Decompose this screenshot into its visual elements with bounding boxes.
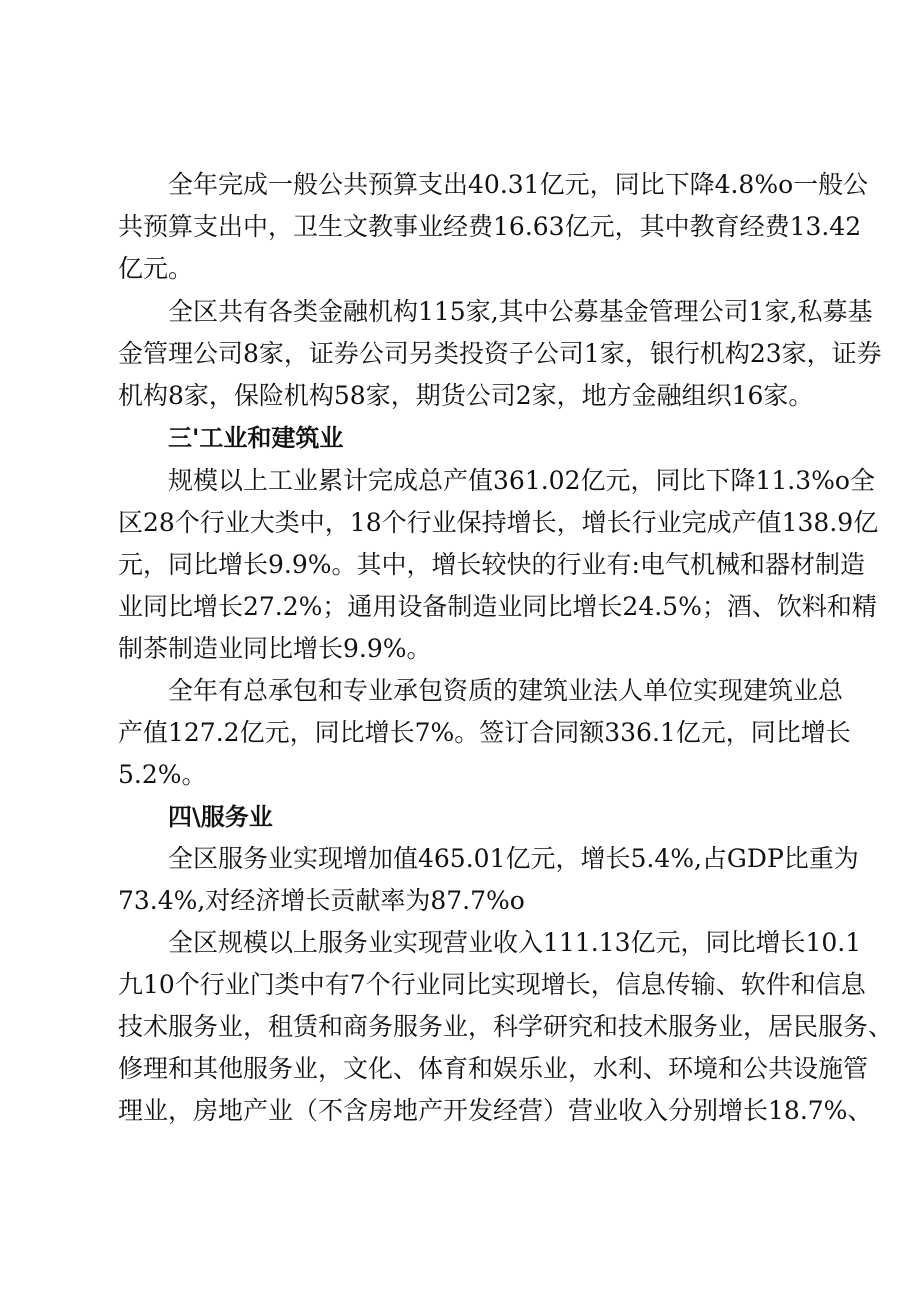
section-heading-services: 四\服务业 [168,803,273,831]
paragraph-industry-line-5: 制茶制造业同比增长9.9%。 [118,634,432,663]
paragraph-construction-line-2: 产值127.2亿元，同比增长7%。签订合同额336.1亿元，同比增长 [118,718,851,747]
paragraph-industry-line-3: 元，同比增长9.9%。其中，增长较快的行业有:电气机械和器材制造 [118,550,865,579]
paragraph-finance-line-1: 全区共有各类金融机构115家,其中公募基金管理公司1家,私募基 [168,297,873,326]
paragraph-industry-line-1: 规模以上工业累计完成总产值361.02亿元，同比下降11.3%o全 [168,466,875,495]
paragraph-services-revenue-line-3: 技术服务业，租赁和商务服务业，科学研究和技术服务业，居民服务、 [118,1012,894,1041]
paragraph-finance-line-2: 金管理公司8家，证券公司另类投资子公司1家，银行机构23家，证券 [118,339,882,368]
paragraph-budget-line-3: 亿元。 [118,254,194,283]
paragraph-budget-line-2: 共预算支出中，卫生文教事业经费16.63亿元，其中教育经费13.42 [118,212,862,241]
paragraph-budget-line-1: 全年完成一般公共预算支出40.31亿元，同比下降4.8%o一般公 [168,170,869,199]
paragraph-construction-line-1: 全年有总承包和专业承包资质的建筑业法人单位实现建筑业总 [168,676,844,705]
paragraph-services-revenue-line-2: 九10个行业门类中有7个行业同比实现增长，信息传输、软件和信息 [118,970,866,999]
paragraph-industry-line-4: 业同比增长27.2%；通用设备制造业同比增长24.5%；酒、饮料和精 [118,592,877,621]
paragraph-industry-line-2: 区28个行业大类中，18个行业保持增长，增长行业完成产值138.9亿 [118,508,879,537]
section-heading-industry: 三'工业和建筑业 [168,424,344,452]
paragraph-services-revenue-line-5: 理业，房地产业（不含房地产开发经营）营业收入分别增长18.7%、 [118,1096,873,1125]
paragraph-finance-line-3: 机构8家，保险机构58家，期货公司2家，地方金融组织16家。 [118,381,814,410]
paragraph-construction-line-3: 5.2%。 [118,760,207,789]
paragraph-services-line-2: 73.4%,对经济增长贡献率为87.7%o [118,886,525,915]
paragraph-services-revenue-line-4: 修理和其他服务业，文化、体育和娱乐业，水利、环境和公共设施管 [118,1054,869,1083]
paragraph-services-line-1: 全区服务业实现增加值465.01亿元，增长5.4%,占GDP比重为 [168,844,859,873]
paragraph-services-revenue-line-1: 全区规模以上服务业实现营业收入111.13亿元，同比增长10.1 [168,928,862,957]
